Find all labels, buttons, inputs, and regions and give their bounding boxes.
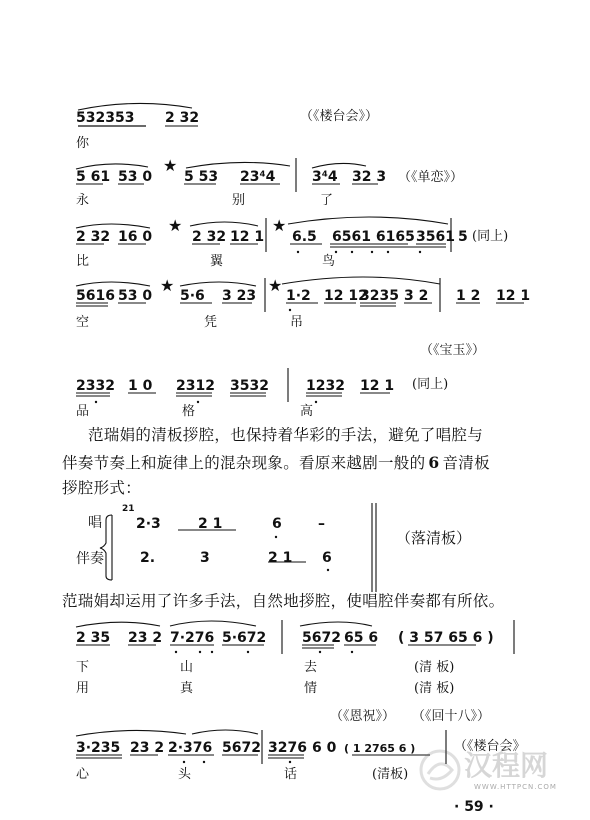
lyric: 格 [182, 404, 196, 419]
watermark-url: WWW.HTTPCN.COM [474, 783, 557, 791]
source-label: (同上) [412, 377, 449, 392]
notes: 23⁴4 [240, 169, 276, 185]
star-icon: ★ [272, 216, 287, 235]
notes: 6.5 [292, 229, 317, 245]
grace-note: 21 [122, 504, 135, 514]
notes: 53 0 [118, 288, 153, 304]
watermark-logo-icon [418, 748, 462, 795]
notes: ( 1 2765 6 ) [344, 742, 416, 755]
notes: – [318, 516, 325, 532]
notes: 12 1 [496, 288, 531, 304]
notes: 3⁴4 [312, 169, 338, 185]
notes: 1 0 [128, 378, 153, 394]
star-icon: ★ [268, 276, 283, 295]
source-label: （《楼台会》） [300, 109, 379, 124]
paragraph-line: 范瑞娟却运用了许多手法，自然地拶腔，使唱腔伴奏都有所依。 [62, 592, 505, 610]
notes: 32 3 [352, 169, 387, 185]
page-number: · 59 · [454, 799, 494, 815]
lyric: 话 [284, 767, 298, 782]
lyric: 了 [320, 193, 334, 208]
notes: 3235 [360, 288, 399, 304]
lyric: 你 [76, 136, 90, 151]
row-label: 唱 [88, 515, 102, 531]
notes: 5 53 [184, 169, 219, 185]
paragraph-line [62, 455, 490, 472]
notes: 3 [200, 550, 210, 566]
source-label: (同上) [472, 229, 509, 244]
lyric: 下 [76, 660, 90, 675]
notes: 6 [322, 550, 332, 566]
inline-note: 6 [428, 453, 440, 472]
notes: 5 61 [76, 169, 111, 185]
notes: 2 1 [198, 516, 223, 532]
notes: 6 0 [312, 740, 337, 756]
notes: 12 1 [230, 229, 265, 245]
lyric: 别 [232, 193, 246, 208]
paragraph-text: 音清板 [442, 454, 490, 472]
notes: 12 12 [324, 288, 368, 304]
notes: 1·2 [286, 288, 311, 304]
notes: 2 35 [76, 630, 111, 646]
notes: 2·3 [136, 516, 161, 532]
source-label: （《恩祝》） [330, 709, 396, 724]
source-label: （《单恋》） [398, 170, 464, 185]
lyric: 空 [76, 315, 90, 330]
paragraph-text: 伴奏节奏上和旋律上的混杂现象。看原来越剧一般的 [62, 454, 426, 472]
notes: 5 [458, 229, 468, 245]
lyric: 头 [178, 767, 192, 782]
notes: 2 32 [76, 229, 111, 245]
notes: 7·276 [170, 630, 215, 646]
notes: 2. [140, 550, 156, 566]
lyric: 山 [180, 660, 194, 675]
lyric: 凭 [204, 315, 218, 330]
notes: 23 2 [130, 740, 165, 756]
notes: 5616 [76, 288, 115, 304]
notes: 1 2 [456, 288, 481, 304]
notes: 3 23 [222, 288, 257, 304]
notes: 2332 [76, 378, 115, 394]
notes: 3·235 [76, 740, 121, 756]
notes: 5672 [302, 630, 341, 646]
notes: 53 0 [118, 169, 153, 185]
notes: 2·376 [168, 740, 213, 756]
notes: 6 [272, 516, 282, 532]
source-label: （《回十八》） [412, 709, 491, 724]
paragraph-line: 拶腔形式： [62, 479, 142, 497]
notes: 6561 6165 [332, 229, 415, 245]
notes: 2 32 [192, 229, 227, 245]
lyric: 翼 [210, 254, 224, 269]
lyric: 真 [180, 681, 194, 696]
notes: 2 32 [165, 110, 200, 126]
star-icon: ★ [160, 276, 175, 295]
notes: 2 1 [268, 550, 293, 566]
notes: ( 3 57 65 6 ) [398, 630, 494, 646]
lyric: (清 板) [414, 681, 455, 696]
notes: 23 2 [128, 630, 163, 646]
source-label: （落清板） [396, 529, 472, 547]
star-icon: ★ [163, 156, 178, 175]
star-icon: ★ [168, 216, 183, 235]
lyric: 永 [76, 193, 90, 208]
lyric: 情 [304, 681, 318, 696]
lyric: 品 [76, 404, 90, 419]
lyric: 高 [300, 404, 314, 419]
source-label: （《楼台会》 [454, 739, 526, 754]
lyric: 鸟 [322, 254, 336, 269]
lyric: 吊 [290, 315, 304, 330]
notes: 1232 [306, 378, 345, 394]
notes: 3276 [268, 740, 307, 756]
lyric: 用 [76, 681, 90, 696]
notes: 3 2 [404, 288, 429, 304]
notes: 65 6 [344, 630, 379, 646]
lyric: (清 板) [414, 660, 455, 675]
lyric: (清板) [372, 767, 409, 782]
notes: 12 1 [360, 378, 395, 394]
notes: 3532 [230, 378, 269, 394]
notes: 5672 [222, 740, 261, 756]
notes: 3561 [416, 229, 455, 245]
notes: 532353 [76, 110, 135, 126]
lyric: 去 [304, 660, 318, 675]
source-label: （《宝玉》） [420, 343, 486, 358]
row-label: 伴奏 [76, 551, 104, 567]
notes: 5·6 [180, 288, 205, 304]
notes: 5·672 [222, 630, 267, 646]
notes: 2312 [176, 378, 215, 394]
paragraph-line: 范瑞娟的清板拶腔，也保持着华彩的手法，避免了唱腔与 [88, 426, 484, 444]
lyric: 心 [76, 767, 90, 782]
watermark-text: 汉程网 [464, 749, 549, 782]
lyric: 比 [76, 254, 90, 269]
notes: 16 0 [118, 229, 153, 245]
